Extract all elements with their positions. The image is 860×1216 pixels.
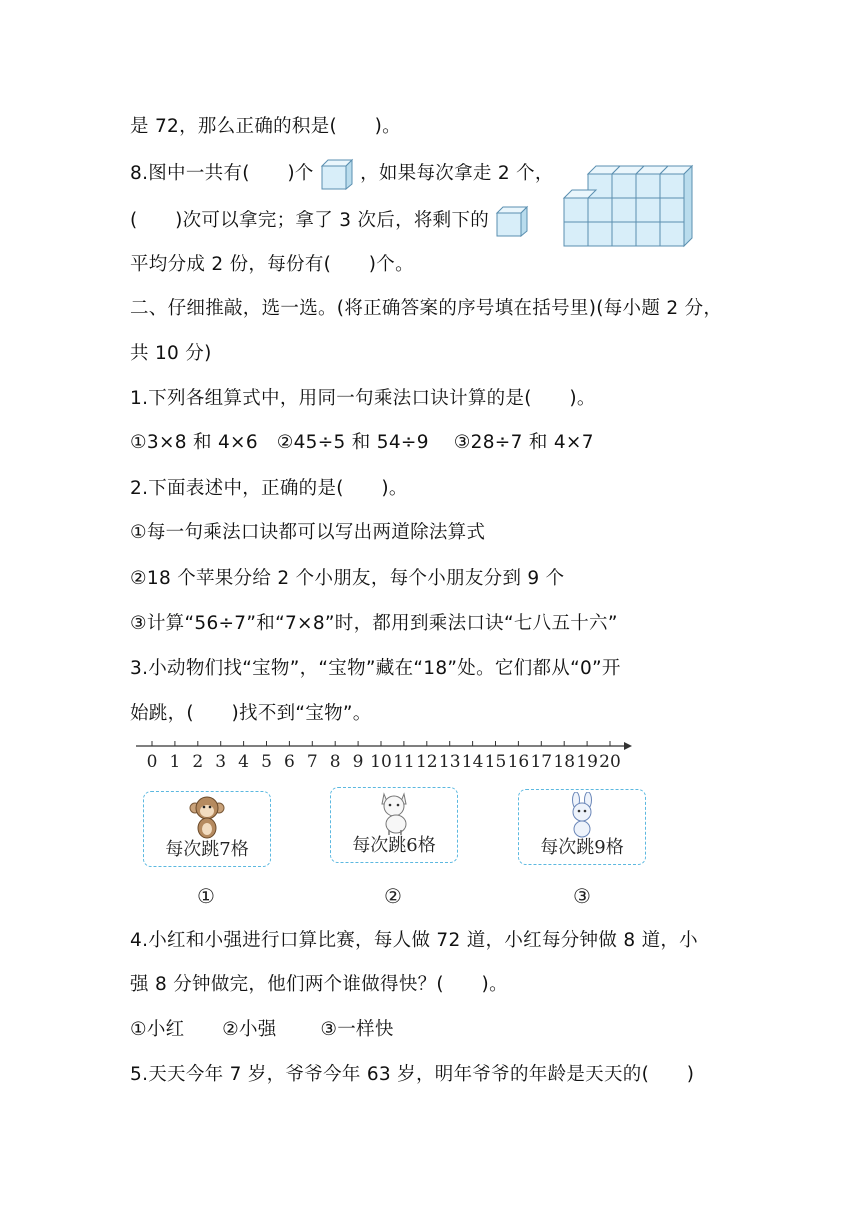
animal-card-rabbit <box>518 789 646 865</box>
question-8-text-c: ( )次可以拿完；拿了 3 次后，将剩下的 <box>130 210 490 231</box>
choice-question-3-cont: 始跳，( )找不到“宝物”。 <box>130 703 372 724</box>
choice-question-5: 5.天天今年 7 岁，爷爷今年 63 岁，明年爷爷的年龄是天天的( ) <box>130 1064 695 1085</box>
choice-question-4: 4.小红和小强进行口算比赛，每人做 72 道，小红每分钟做 8 道，小 <box>130 930 698 951</box>
rabbit-icon <box>562 792 602 838</box>
number-line-label: 8 <box>329 752 341 770</box>
animal-card-cat-text: 每次跳6格 <box>352 835 436 856</box>
cube-icon <box>320 158 354 190</box>
number-line-label: 5 <box>261 752 272 770</box>
animal-card-cat-label: ② <box>384 884 402 908</box>
question-8-text-b: ，如果每次拿走 2 个， <box>360 163 554 184</box>
choice-question-2-option-1: ①每一句乘法口诀都可以写出两道除法算式 <box>130 522 486 543</box>
choice-question-2-option-2: ②18 个苹果分给 2 个小朋友，每个小朋友分到 9 个 <box>130 568 565 589</box>
number-line-label: 16 <box>507 752 530 770</box>
number-line-label: 12 <box>415 752 438 770</box>
number-line-label: 20 <box>599 752 621 770</box>
monkey-icon <box>187 794 227 840</box>
number-line-label: 15 <box>484 752 507 770</box>
animal-card-rabbit-label: ③ <box>573 884 591 908</box>
cube-stack-figure <box>558 162 698 252</box>
number-line-label: 3 <box>215 752 227 770</box>
number-line-label: 7 <box>306 752 318 770</box>
number-line-label: 10 <box>370 752 392 770</box>
number-line-label: 11 <box>393 752 415 770</box>
question-8-line-2 <box>130 205 529 237</box>
number-line-label: 19 <box>576 752 598 770</box>
cube-icon <box>495 205 529 237</box>
animal-card-rabbit-text: 每次跳9格 <box>540 837 624 858</box>
choice-question-4-options: ①小红 ②小强 ③一样快 <box>130 1019 394 1040</box>
section-2-heading: 二、仔细推敲，选一选。(将正确答案的序号填在括号里)(每小题 2 分， <box>130 298 723 319</box>
section-2-heading-cont: 共 10 分) <box>130 343 212 364</box>
number-line-label: 0 <box>146 752 158 770</box>
number-line <box>134 736 634 770</box>
question-7-tail: 是 72，那么正确的积是( )。 <box>130 116 401 137</box>
number-line-label: 17 <box>530 752 553 770</box>
number-line-label: 4 <box>238 752 250 770</box>
number-line-label: 18 <box>553 752 576 770</box>
number-line-label: 1 <box>169 752 181 770</box>
number-line-label: 14 <box>461 752 484 770</box>
choice-question-2: 2.下面表述中，正确的是( )。 <box>130 478 408 499</box>
number-line-label: 6 <box>283 752 295 770</box>
question-8-text-a: 8.图中一共有( )个 <box>130 163 314 184</box>
number-line-label: 13 <box>438 752 461 770</box>
question-8-line-1 <box>130 158 554 190</box>
animal-card-cat <box>330 787 458 863</box>
choice-question-1: 1.下列各组算式中，用同一句乘法口诀计算的是( )。 <box>130 388 596 409</box>
choice-question-2-option-3: ③计算“56÷7”和“7×8”时，都用到乘法口诀“七八五十六” <box>130 613 618 634</box>
animal-card-monkey-text: 每次跳7格 <box>165 839 249 860</box>
cat-icon <box>374 790 414 836</box>
number-line-label: 2 <box>192 752 204 770</box>
question-8-line-3: 平均分成 2 份，每份有( )个。 <box>130 254 414 275</box>
animal-card-monkey <box>143 791 271 867</box>
choice-question-1-options: ①3×8 和 4×6 ②45÷5 和 54÷9 ③28÷7 和 4×7 <box>130 432 594 453</box>
number-line-label: 9 <box>352 752 364 770</box>
choice-question-3: 3.小动物们找“宝物”，“宝物”藏在“18”处。它们都从“0”开 <box>130 658 621 679</box>
choice-question-4-cont: 强 8 分钟做完，他们两个谁做得快？( )。 <box>130 974 508 995</box>
animal-card-monkey-label: ① <box>197 884 215 908</box>
